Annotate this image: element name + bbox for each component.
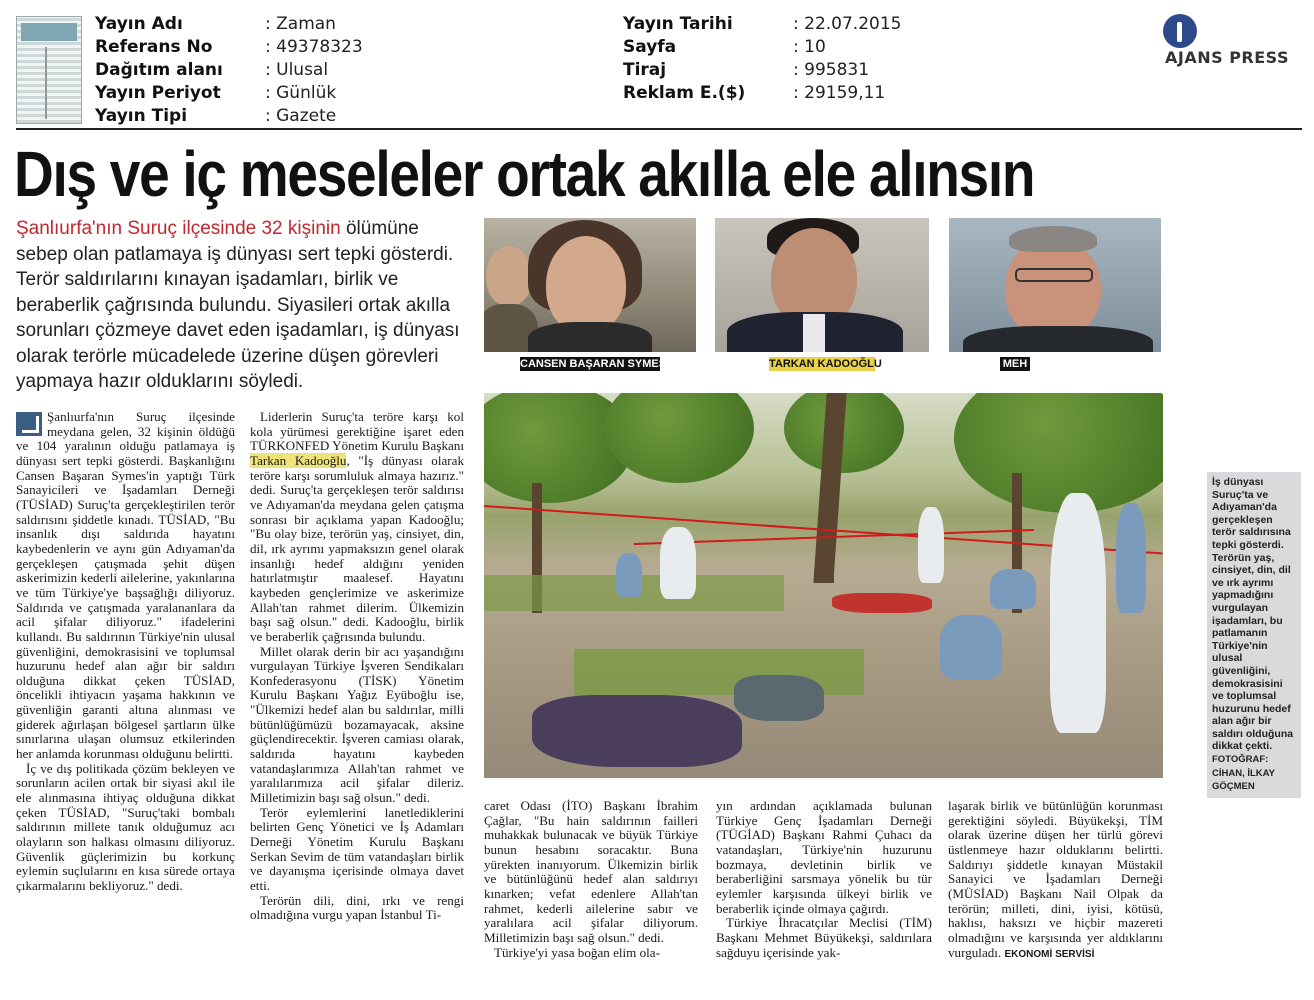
caption-tarkan-kadooglu: TARKAN KADOOĞLU bbox=[769, 358, 882, 370]
paragraph: Şanlıurfa'nın Suruç ilçesinde meydana gelen, 32 kişinin öldüğü ve 104 yaralının olduğu patlamaya iş dünyası sert tepki gösterdi. Başkanlığını Cansen Başaran Symes'in yaptığı Türk Sanayicileri ve İşadamları Derneği (TÜSİAD) Suruç'ta gerçekleştirilen terör saldırısını şiddetle kınadı. TÜSİAD, "Bu insanlık dışı saldırıda hayatını kaybedenlerin ve aynı gün Adıyaman'da gerçekleşen çatışmada şehit düşen askerimizin kederli ailelerine, yakınlarına ve tüm Türkiye'ye başsağlığı diliyoruz. Saldırıda ve çatışmada yaralananlara da acil şifalar diliyoruz." ifadelerini kullandı. Bu saldırının Türkiye'nin ulusal güvenliğini, demokrasisini ve toplumsal huzurunu hedef alan ağır bir saldırı olduğuna dikkat çeken TÜSİAD, öncelikli ihtiyacın yaşama hakkının ve güvenliğin garanti altına alınması ve giderek ağırlaşan bölgesel şartların ülke sınırlarına ulaşan olumsuz etkilerinden her anlamda korunması olduğunu belirtti. bbox=[16, 409, 235, 762]
paragraph: Terör eylemlerini lanetlediklerini belirten Genç Yönetici ve İş Adamları Derneği Yönetim Kurulu Başkanı Serkan Sevim de tüm vatandaşları birlik ve dayanışma içerisinde olmaya davet etti. bbox=[250, 804, 464, 893]
meta-row bbox=[623, 82, 901, 105]
article-column-1 bbox=[16, 410, 235, 894]
meta-label: Tiraj bbox=[623, 60, 667, 80]
meta-row bbox=[95, 36, 363, 59]
logo-mark-icon bbox=[1163, 14, 1197, 48]
paragraph: Türkiye İhracatçılar Meclisi (TİM) Başkanı Mehmet Büyükekşi, saldırılara sağduyu içerisinde yak- bbox=[716, 915, 932, 960]
meta-label: Yayın Tipi bbox=[95, 106, 188, 126]
meta-label: Dağıtım alanı bbox=[95, 60, 223, 80]
ajans-press-logo bbox=[1163, 14, 1303, 70]
article-column-2 bbox=[250, 410, 464, 923]
paragraph-text: laşarak birlik ve bütünlüğün korunması gerektiğini söyledi. Büyükekşi, TİM olarak üzerine düşen her türlü görevi üstlenmeye hazır olduklarını belirtti. Saldırıyı şiddetle kınayan Müstakil Sanayici ve İşadamları Derneği (MÜSİAD) Başkanı Nail Olpak da terörün; milleti, dini, iyisi, kötüsü, haklısı, haksızı ve hiçbir mazereti olmadığını ve karşısında yer aldıklarını vurguladı. bbox=[948, 798, 1163, 960]
paragraph bbox=[948, 799, 1163, 962]
meta-row bbox=[95, 105, 363, 128]
meta-row bbox=[95, 59, 363, 82]
portrait-cansen-basaran-symes bbox=[484, 218, 696, 352]
meta-value: : Günlük bbox=[265, 83, 337, 103]
paragraph: Türkiye'yi yasa boğan elim ola- bbox=[494, 944, 660, 960]
article-column-5 bbox=[948, 799, 1163, 962]
article-lead bbox=[16, 216, 468, 395]
lead-text: ölümüne sebep olan patlamaya iş dünyası sert tepki gösterdi. Terör saldırılarını kınayan işadamları, birlik ve beraberlik çağrısında bulundu. Siyasileri ortak akılla sorunları çözmeye davet eden işadamları, iş dünyası olarak terörle mücadelede üzerine düşen görevleri yapmaya hazır olduklarını söyledi. bbox=[16, 218, 460, 392]
caption-cansen-basaran-symes: CANSEN BAŞARAN SYMES bbox=[520, 358, 667, 370]
meta-value: : 10 bbox=[793, 37, 826, 57]
meta-left bbox=[95, 13, 363, 128]
meta-label: Referans No bbox=[95, 37, 213, 57]
meta-label: Yayın Periyot bbox=[95, 83, 221, 103]
portrait-tarkan-kadooglu bbox=[715, 218, 929, 352]
meta-value: : Gazete bbox=[265, 106, 337, 126]
paragraph: İç ve dış politikada çözüm bekleyen ve sorunların acilen ortak bir siyasi akıl ile ele alınmasına ihtiyaç olduğuna dikkat çeken TÜSİAD, "Suruç'taki bombalı saldırının millete tanık olduğumuz acı olayların son halkası olmasını diliyoruz. Güvenlik güçlerimizin bu korkunç eylemin suçlularını en kısa sürede ortaya çıkarmalarını bekliyoruz." dedi. bbox=[16, 760, 235, 893]
photo-side-caption bbox=[1207, 472, 1301, 798]
paragraph-text: Liderlerin Suruç'ta teröre karşı kol kola yürümesi gerektiğine işaret eden TÜRKONFED Yönetim Kurulu Başkanı bbox=[250, 409, 464, 454]
meta-row bbox=[95, 13, 363, 36]
meta-label: Yayın Tarihi bbox=[623, 14, 733, 34]
logo-text: AJANS PRESS bbox=[1165, 48, 1290, 67]
paragraph: Terörün dili, dini, ırkı ve rengi olmadığına vurgu yapan İstanbul Ti- bbox=[250, 892, 464, 923]
clipping-thumbnail bbox=[16, 16, 82, 124]
header-divider bbox=[16, 128, 1302, 130]
byline: EKONOMİ SERVİSİ bbox=[1004, 948, 1095, 960]
paragraph: Millet olarak derin bir acı yaşandığını vurgulayan Türkiye İşveren Sendikaları Konfederasyonu (TİSK) Yönetim Kurulu Başkanı Yağız Eyüboğlu ise, "Ülkemizi hedef alan bu saldırılar, milli bütünlüğümüzü bozamayacak, aksine güçlendirecektir. İşveren camiası olarak, saldırıda hayatını kaybeden vatandaşlarımıza Allah'tan rahmet ve yaralılarımıza acil şifalar dileriz. Milletimizin başı sağ olsun." dedi. bbox=[250, 643, 464, 806]
article-headline: Dış ve iç meseleler ortak akılla ele alınsın bbox=[14, 138, 1035, 210]
meta-value: : Ulusal bbox=[265, 60, 329, 80]
meta-label: Reklam E.($) bbox=[623, 83, 746, 103]
paragraph-text: , "İş dünyası olarak teröre karşı sorumluluk almaya hazırız." dedi. Suruç'ta gerçekleşen terör saldırısı ve Adıyaman'da meydana gelen çatışma sonrası bir açıklama yapan Kadooğlu; "Bu olay bize, terörün yaş, cinsiyet, din, dil, ırk ayrımı yapmaksızın genel olarak insanlığı hedef aldığını yeniden hatırlatmıştır maalesef. Hayatını kaybeden gençlerimize ve askerimize Allah'tan rahmet dilerim. Ülkemizin başı sağ olsun." dedi. Kadooğlu, birlik ve beraberlik çağrısında bulundu. bbox=[250, 452, 464, 644]
check-mark-icon bbox=[16, 412, 42, 436]
meta-row bbox=[623, 59, 901, 82]
meta-row bbox=[95, 82, 363, 105]
meta-right bbox=[623, 13, 901, 105]
meta-value: : 29159,11 bbox=[793, 83, 886, 103]
lead-highlight: Şanlıurfa'nın Suruç ilçesinde 32 kişinin bbox=[16, 218, 341, 239]
meta-row bbox=[623, 36, 901, 59]
paragraph: yın ardından açıklamada bulunan Türkiye Genç İşadamları Derneği (TÜGİAD) Başkanı Rahmi Çuhacı da vatandaşları, Türkiye'nin huzurunu bozmaya, devletinin birlik ve beraberliğini sarsmaya yönelik bu tür eylemler karşısında ülkeyi birlik ve beraberlik içinde olmaya çağırdı. bbox=[716, 798, 932, 916]
meta-value: : 22.07.2015 bbox=[793, 14, 902, 34]
meta-value: : 49378323 bbox=[265, 37, 363, 57]
portrait-meh bbox=[949, 218, 1161, 352]
photo-note-text: İş dünyası Suruç'ta ve Adıyaman'da gerçekleşen terör saldırısına tepki gösterdi. Terörün yaş, cinsiyet, din, dil ve ırk ayrımı yapmadığını vurgulayan işadamları, bu patlamanın Türkiye'nin ulusal güvenliğini, demokrasisini ve toplumsal huzurunu hedef alan ağır bir saldırı olduğuna dikkat çekti. bbox=[1212, 476, 1294, 753]
name-highlight: Tarkan Kadooğlu bbox=[250, 452, 347, 468]
meta-value: : Zaman bbox=[265, 14, 336, 34]
paragraph bbox=[250, 410, 464, 645]
scene-photo bbox=[484, 393, 1163, 778]
paragraph: caret Odası (İTO) Başkanı İbrahim Çağlar, "Bu hain saldırının failleri muhakkak bulunacak ve büyük Türkiye bunun hesabını soracaktır. Buna yürekten inanıyorum. Ülkemizin birlik ve bütünlüğünü hedef alan saldırıyı kınarken; vefat edenlere Allah'tan rahmet, kederli ailelerine sabır ve yaralılara acil şifalar diliyorum. Milletimizin başı sağ olsun." dedi. bbox=[484, 798, 698, 945]
meta-row bbox=[623, 13, 901, 36]
article-column-3 bbox=[484, 799, 698, 960]
meta-label: Yayın Adı bbox=[95, 14, 183, 34]
meta-label: Sayfa bbox=[623, 37, 677, 57]
article-column-4 bbox=[716, 799, 932, 960]
meta-value: : 995831 bbox=[793, 60, 870, 80]
caption-meh: MEH bbox=[1000, 357, 1030, 371]
photo-credit: FOTOĞRAF: CİHAN, İLKAY GÖÇMEN bbox=[1212, 754, 1275, 793]
